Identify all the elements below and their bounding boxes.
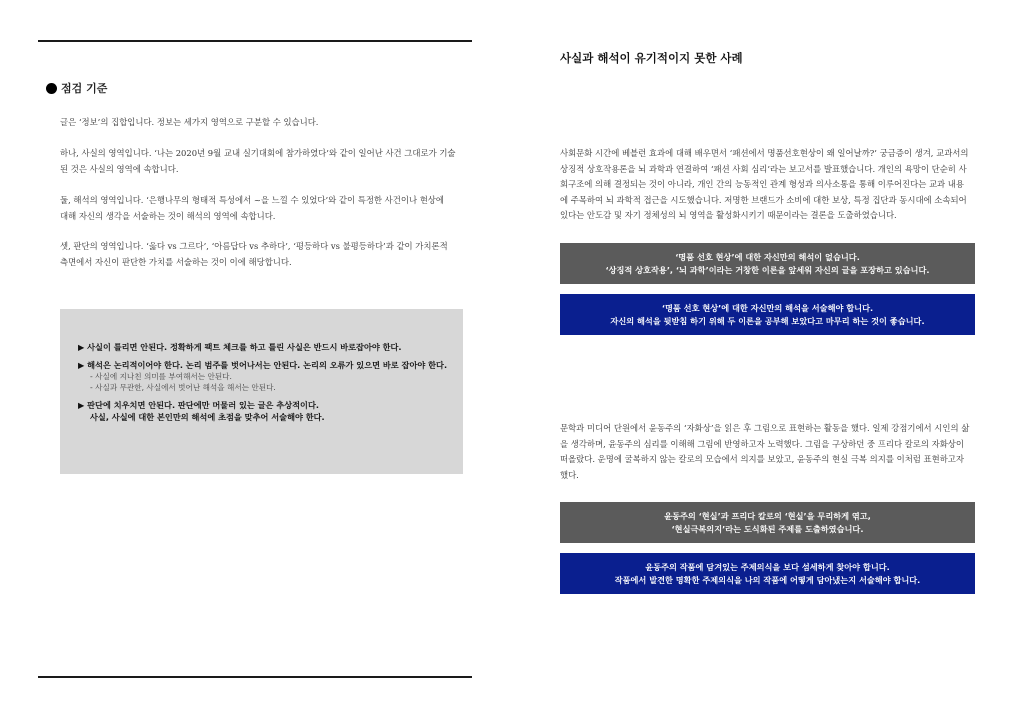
case1-diagnosis-banner — [560, 243, 975, 284]
criteria-subpoint: - 사실에 지나친 의미를 부여해서는 안된다. — [90, 372, 232, 381]
paragraph-line: 문학과 미디어 단원에서 윤동주의 ‘자화상’을 읽은 후 그림으로 표현하는 활동을 했다. 일제 강점기에서 시인의 삶 — [560, 423, 970, 433]
paragraph-line: 둘, 해석의 영역입니다. ‘은행나무의 형태적 특성에서 ~을 느낄 수 있었다’와 같이 특정한 사건이나 현상에 — [60, 195, 444, 205]
paragraph-line: 된 것은 사실의 영역에 속합니다. — [60, 164, 179, 174]
paragraph-line: 대해 자신의 생각을 서술하는 것이 해석의 영역에 속합니다. — [60, 211, 276, 221]
criteria-subpoint: - 사실과 무관한, 사실에서 벗어난 해석을 해서는 안된다. — [90, 383, 276, 392]
intro-paragraph — [60, 114, 465, 130]
section-title — [46, 80, 107, 96]
criteria-box — [60, 309, 463, 474]
paragraph-line: 했다. — [560, 469, 579, 480]
page-title: 사실과 해석이 유기적이지 못한 사례 — [560, 51, 743, 65]
paragraph-line: 셋, 판단의 영역입니다. ‘옳다 vs 그르다’, ‘아름답다 vs 추하다’, ‘평등하다 vs 불평등하다’과 같이 가치론적 — [60, 241, 448, 251]
criteria-continuation: 사실, 사실에 대한 본인만의 해석에 초점을 맞추어 서술해야 한다. — [90, 412, 325, 422]
banner-line: 작품에서 발견한 명확한 주제의식을 나의 작품에 어떻게 담아냈는지 서술해야 합니다. — [614, 574, 921, 585]
case1-advice-banner — [560, 294, 975, 335]
case2-paragraph — [560, 421, 975, 483]
section-title-text: 점검 기준 — [61, 82, 108, 95]
bullet-dot-icon — [46, 83, 57, 94]
paragraph-line: 글은 ‘정보’의 집합입니다. 정보는 세가지 영역으로 구분할 수 있습니다. — [60, 117, 319, 127]
case2-diagnosis-banner — [560, 502, 975, 543]
criteria-item-fact — [78, 341, 463, 353]
interpretation-paragraph — [60, 192, 465, 224]
criteria-item-interpretation — [78, 359, 463, 393]
paragraph-line: 떠올랐다. 운명에 굴복하지 않는 칼로의 모습에서 의지를 보았고, 윤동주의 현실 극복 의지를 이처럼 표현하고자 — [560, 454, 964, 464]
paragraph-line: 회구조에 의해 결정되는 것이 아니라, 개인 간의 능동적인 관계 형성과 의사소통을 통해 이루어진다는 교과 내용 — [560, 179, 964, 189]
case2-advice-banner — [560, 553, 975, 594]
paragraph-line: 측면에서 자신이 판단한 가치를 서술하는 것이 이에 해당합니다. — [60, 257, 292, 267]
top-rule — [38, 40, 472, 42]
paragraph-line: 있다는 안도감 및 자기 정체성의 뇌 영역을 활성화시키기 때문이라는 결론을 도출하였습니다. — [560, 210, 897, 220]
banner-line: ‘명품 선호 현상’에 대한 자신만의 해석이 없습니다. — [675, 251, 860, 262]
paragraph-line: 상징적 상호작용론을 뇌 과학과 연결하여 ‘패션 사회 심리’라는 보고서를 발표했습니다. 개인의 욕망이 단순히 사 — [560, 163, 967, 174]
banner-line: 윤동주의 작품에 담겨있는 주제의식을 보다 섬세하게 찾아야 합니다. — [645, 561, 890, 572]
paragraph-line: 사회문화 시간에 베블런 효과에 대해 배우면서 ‘패션에서 명품선호현상이 왜 일어날까?’ 궁금증이 생겨, 교과서의 — [560, 148, 969, 158]
bottom-rule — [38, 676, 472, 678]
paragraph-line: 하나, 사실의 영역입니다. ‘나는 2020년 9월 교내 실기대회에 참가하였다’와 같이 일어난 사건 그대로가 기술 — [60, 148, 456, 158]
banner-line: ‘명품 선호 현상’에 대한 자신만의 해석을 서술해야 합니다. — [661, 302, 874, 313]
banner-line: 자신의 해석을 뒷받침 하기 위해 두 이론을 공부해 보았다고 마무리 하는 것이 좋습니다. — [610, 315, 925, 326]
banner-line: ‘상징적 상호작용’, ‘뇌 과학’이라는 거창한 이론을 앞세워 자신의 글을 포장하고 있습니다. — [605, 264, 930, 275]
case1-paragraph — [560, 146, 975, 224]
criteria-heading: ▶ 사실이 틀리면 안된다. 정확하게 팩트 체크를 하고 틀린 사실은 반드시 바로잡아야 한다. — [78, 342, 402, 352]
criteria-heading: ▶ 판단에 치우치면 안된다. 판단에만 머물러 있는 글은 추상적이다. — [78, 400, 319, 410]
criteria-item-judgment — [78, 399, 463, 423]
criteria-heading: ▶ 해석은 논리적이어야 한다. 논리 범주를 벗어나서는 안된다. 논리의 오류가 있으면 바로 잡아야 한다. — [78, 360, 448, 370]
paragraph-line: 에 주목하여 뇌 과학적 접근을 시도했습니다. 저명한 브랜드가 소비에 대한 보상, 특정 집단과 동시대에 소속되어 — [560, 194, 967, 205]
judgment-paragraph — [60, 238, 465, 270]
banner-line: 윤동주의 ‘현실’과 프리다 칼로의 ‘현실’을 무리하게 엮고, — [664, 510, 871, 521]
banner-line: ‘현실극복의지’라는 도식화된 주제를 도출하였습니다. — [671, 523, 864, 534]
paragraph-line: 을 생각하며, 윤동주의 심리를 이해해 그림에 반영하고자 노력했다. 그림을 구상하던 중 프리다 칼로의 자화상이 — [560, 438, 964, 449]
fact-paragraph — [60, 145, 465, 177]
